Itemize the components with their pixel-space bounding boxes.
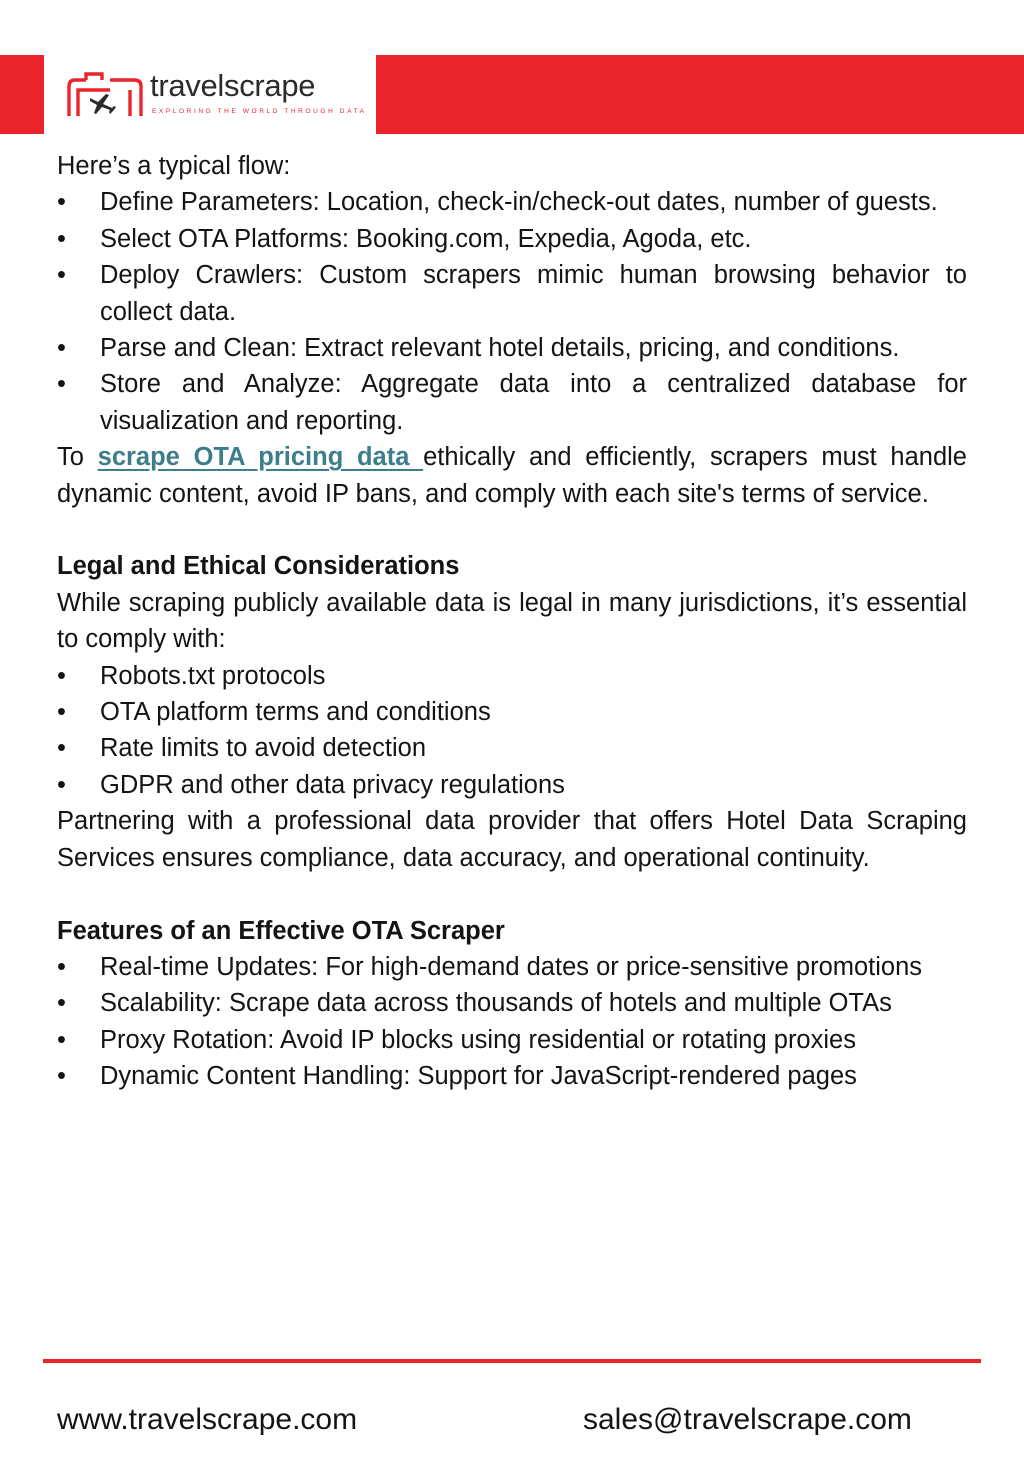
- flow-intro: Here’s a typical flow:: [57, 152, 291, 180]
- list-item: • Parse and Clean: Extract relevant hotel details, pricing, and conditions.: [57, 330, 967, 366]
- list-item: • Select OTA Platforms: Booking.com, Expedia, Agoda, etc.: [57, 221, 967, 257]
- list-item: • Rate limits to avoid detection: [57, 730, 967, 766]
- scrape-paragraph: [57, 439, 967, 512]
- header-band-right: [376, 55, 1024, 134]
- article-body: [57, 148, 967, 1095]
- spacer: [57, 876, 967, 912]
- logo-tagline: EXPLORING THE WORLD THROUGH DATA: [152, 108, 367, 115]
- scrape-paragraph-rest: ethically and efficiently, scrapers must handle dynamic content, avoid IP bans, and comply with each site's terms of service.: [57, 443, 967, 508]
- footer-divider: [43, 1359, 981, 1363]
- list-item: • GDPR and other data privacy regulations: [57, 767, 967, 803]
- list-item: • Dynamic Content Handling: Support for JavaScript-rendered pages: [57, 1058, 967, 1094]
- suitcase-plane-icon: [66, 70, 144, 118]
- brand-logo[interactable]: [62, 66, 367, 126]
- list-item: • Define Parameters: Location, check-in/check-out dates, number of guests.: [57, 184, 967, 220]
- list-item: • Proxy Rotation: Avoid IP blocks using residential or rotating proxies: [57, 1022, 967, 1058]
- list-item: • Deploy Crawlers: Custom scrapers mimic human browsing behavior to collect data.: [57, 257, 967, 330]
- list-item: • Real-time Updates: For high-demand dates or price-sensitive promotions: [57, 949, 967, 985]
- legal-intro: While scraping publicly available data is legal in many jurisdictions, it’s essential to comply with:: [57, 588, 967, 654]
- footer-email-link[interactable]: sales@travelscrape.com: [583, 1403, 912, 1436]
- features-heading: Features of an Effective OTA Scraper: [57, 916, 505, 945]
- legal-closing: Partnering with a professional data provider that offers Hotel Data Scraping Services ensures compliance, data accuracy, and operational continuity.: [57, 807, 967, 872]
- list-item: • Robots.txt protocols: [57, 658, 967, 694]
- footer-website-link[interactable]: www.travelscrape.com: [57, 1403, 358, 1436]
- features-list: [57, 949, 967, 1095]
- legal-heading: Legal and Ethical Considerations: [57, 552, 460, 581]
- header-band-left: [0, 55, 44, 134]
- list-item: • Scalability: Scrape data across thousands of hotels and multiple OTAs: [57, 985, 967, 1021]
- scrape-ota-pricing-link[interactable]: scrape OTA pricing data: [97, 443, 424, 472]
- list-item: • Store and Analyze: Aggregate data into a centralized database for visualization and reporting.: [57, 366, 967, 439]
- spacer: [57, 512, 967, 548]
- logo-wordmark: travelscrape: [150, 68, 316, 103]
- scrape-paragraph-lead: To: [57, 443, 98, 472]
- flow-list: [57, 184, 967, 439]
- legal-list: [57, 658, 967, 804]
- list-item: • OTA platform terms and conditions: [57, 694, 967, 730]
